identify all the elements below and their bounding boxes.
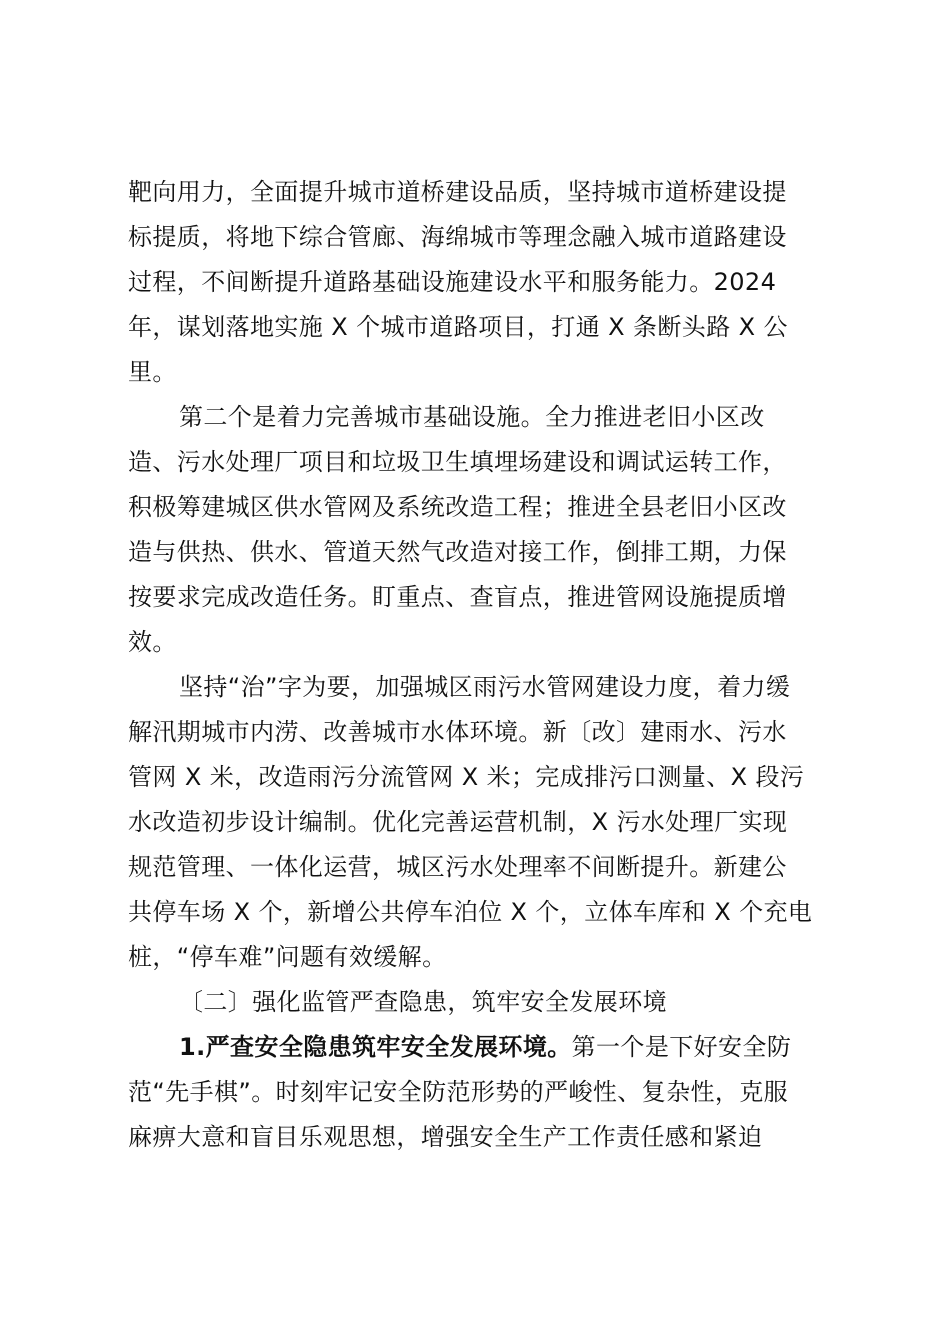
paragraph-infrastructure: [128, 395, 824, 665]
text-line: 按要求完成改造任务。盯重点、查盲点，推进管网设施提质增: [128, 583, 787, 611]
section-heading: [128, 980, 824, 1025]
text-line: 效。: [128, 628, 177, 656]
text-line: 里。: [128, 358, 177, 386]
text-line: 年，谋划落地实施 X 个城市道路项目，打通 X 条断头路 X 公: [128, 313, 788, 341]
text-line: 麻痹大意和盲目乐观思想，增强安全生产工作责任感和紧迫: [128, 1123, 763, 1151]
paragraph-safety: [128, 1025, 824, 1160]
text-line: 靶向用力，全面提升城市道桥建设品质，坚持城市道桥建设提: [128, 178, 787, 206]
text-span: 第一个是下好安全防: [571, 1033, 792, 1061]
text-line: 桩，“停车难”问题有效缓解。: [128, 943, 447, 971]
text-line: 规范管理、一体化运营，城区污水处理率不间断提升。新建公: [128, 853, 787, 881]
text-line: 第二个是着力完善城市基础设施。全力推进老旧小区改: [179, 403, 765, 431]
text-line: 坚持“治”字为要，加强城区雨污水管网建设力度，着力缓: [179, 673, 791, 701]
text-line: 范“先手棋”。时刻牢记安全防范形势的严峻性、复杂性，克服: [128, 1078, 789, 1106]
text-line: 管网 X 米，改造雨污分流管网 X 米；完成排污口测量、X 段污: [128, 763, 805, 791]
text-line: 共停车场 X 个，新增公共停车泊位 X 个，立体车库和 X 个充电: [128, 898, 813, 926]
paragraph-sewage: [128, 665, 824, 980]
text-line: [128, 1025, 824, 1070]
bold-lead-text: 1.严查安全隐患筑牢安全发展环境。: [179, 1033, 572, 1061]
text-line: 造、污水处理厂项目和垃圾卫生填埋场建设和调试运转工作，: [128, 448, 787, 476]
text-line: 解汛期城市内涝、改善城市水体环境。新〔改〕建雨水、污水: [128, 718, 787, 746]
text-line: 积极筹建城区供水管网及系统改造工程；推进全县老旧小区改: [128, 493, 787, 521]
text-line: 标提质，将地下综合管廊、海绵城市等理念融入城市道路建设: [128, 223, 787, 251]
text-line: 造与供热、供水、管道天然气改造对接工作，倒排工期，力保: [128, 538, 787, 566]
text-line: 过程，不间断提升道路基础设施建设水平和服务能力。2024: [128, 268, 777, 296]
paragraph-road-construction: [128, 170, 824, 395]
text-line: 水改造初步设计编制。优化完善运营机制，X 污水处理厂实现: [128, 808, 788, 836]
section-heading-text: 〔二〕强化监管严查隐患，筑牢安全发展环境: [179, 988, 667, 1016]
document-body: [128, 170, 824, 1160]
